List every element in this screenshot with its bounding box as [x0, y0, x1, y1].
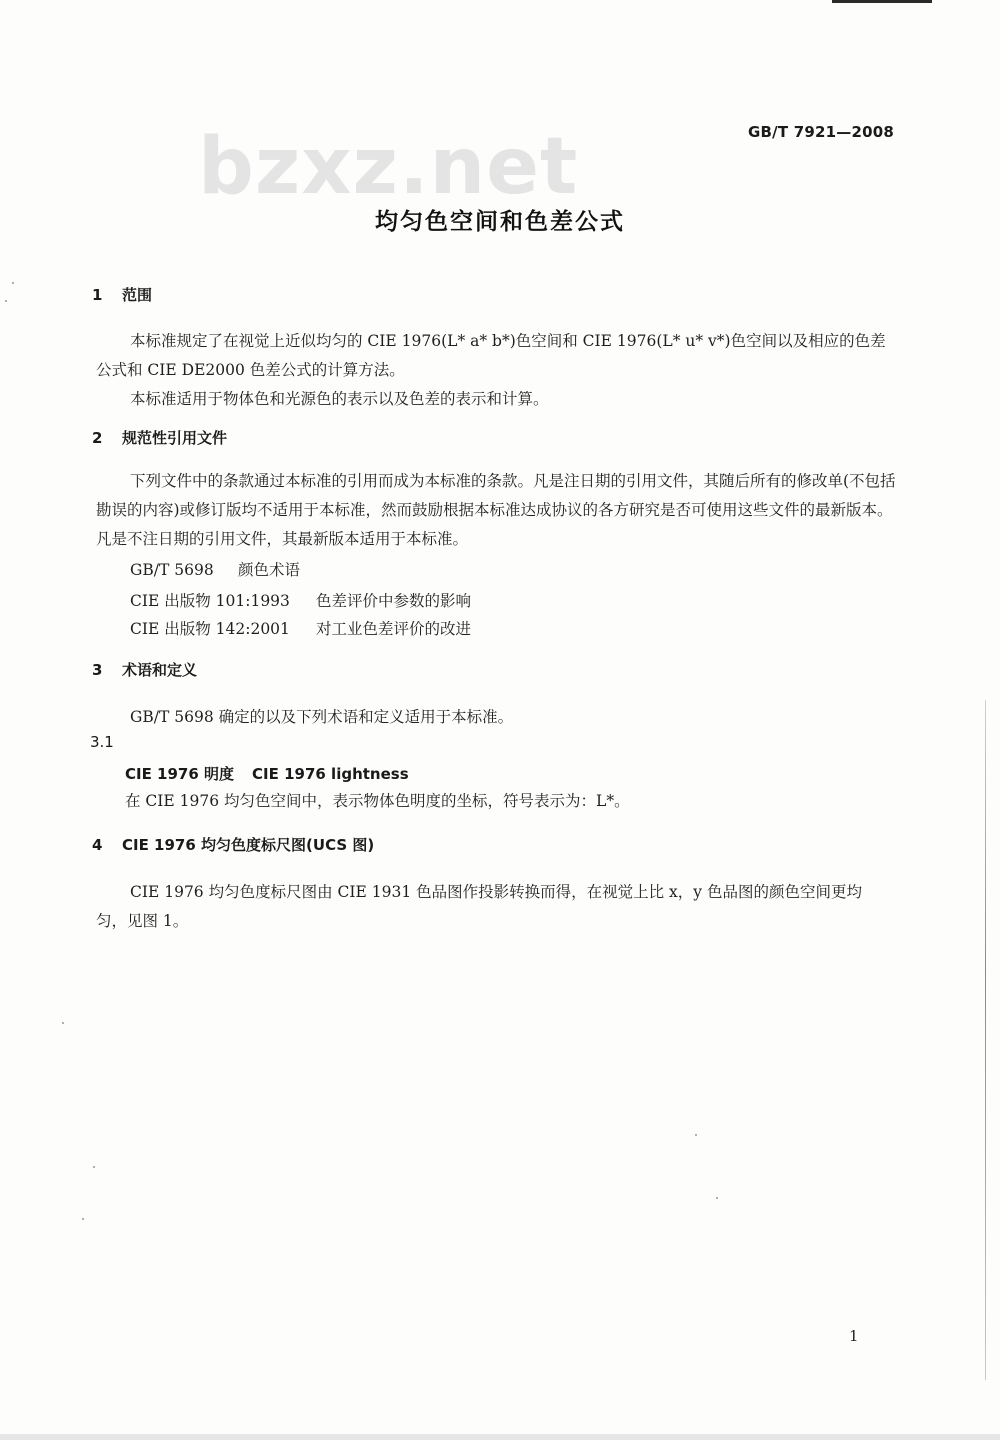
watermark: bzxz.net	[198, 122, 579, 212]
section-number: 4	[92, 836, 103, 854]
section-1-paragraph-1: 本标准规定了在视觉上近似均匀的 CIE 1976(L* a* b*)色空间和 CIE 1976(L* u* v*)色空间以及相应的色差公式和 CIE DE2000 色差公式的计算方法。	[96, 332, 886, 379]
section-2-heading	[92, 427, 227, 448]
section-1-paragraph-2: 本标准适用于物体色和光源色的表示以及色差的表示和计算。	[130, 390, 549, 408]
scan-speck	[82, 1218, 84, 1220]
scan-edge-shadow	[985, 700, 986, 1380]
standard-number: GB/T 7921—2008	[748, 123, 894, 141]
section-number: 2	[92, 429, 103, 447]
reference-code: CIE 出版物 101:1993	[130, 592, 290, 610]
scan-speck	[12, 282, 14, 284]
section-4-heading	[92, 834, 374, 855]
section-4-paragraph-1: CIE 1976 均匀色度标尺图由 CIE 1931 色品图作投影转换而得，在视觉上比 x，y 色品图的颜色空间更均匀，见图 1。	[96, 883, 862, 930]
reference-title: 色差评价中参数的影响	[316, 592, 472, 610]
scan-speck	[62, 1022, 64, 1024]
reference-title: 对工业色差评价的改进	[316, 620, 472, 638]
term-definition: 在 CIE 1976 均匀色空间中，表示物体色明度的坐标，符号表示为：L*。	[125, 792, 630, 810]
subsection-number: 3.1	[90, 733, 114, 751]
term-chinese: CIE 1976 明度	[125, 765, 235, 783]
section-2-paragraph-1: 下列文件中的条款通过本标准的引用而成为本标准的条款。凡是注日期的引用文件，其随后所有的修改单(不包括勘误的内容)或修订版均不适用于本标准，然而鼓励根据本标准达成协议的各方研究是否可使用这些文件的最新版本。凡是不注日期的引用文件，其最新版本适用于本标准。	[96, 472, 896, 548]
section-title: 规范性引用文件	[122, 429, 228, 447]
page-number: 1	[849, 1327, 859, 1345]
reference-item	[130, 558, 300, 580]
reference-item	[130, 589, 471, 611]
reference-code: CIE 出版物 142:2001	[130, 620, 290, 638]
section-title: 范围	[122, 286, 153, 304]
reference-code: GB/T 5698	[130, 561, 214, 579]
scan-speck	[93, 1166, 95, 1168]
reference-item	[130, 617, 471, 639]
section-1-heading	[92, 284, 152, 305]
scan-speck	[716, 1197, 718, 1199]
term-entry	[125, 763, 409, 784]
scan-bottom-edge	[0, 1434, 1000, 1440]
section-number: 3	[92, 661, 103, 679]
term-english: CIE 1976 lightness	[252, 765, 409, 783]
reference-title: 颜色术语	[238, 561, 301, 579]
document-title: 均匀色空间和色差公式	[375, 209, 625, 235]
section-title: 术语和定义	[122, 661, 198, 679]
scan-speck	[5, 300, 7, 302]
top-border-rule	[832, 0, 932, 3]
scan-speck	[695, 1134, 697, 1136]
section-3-paragraph-1: GB/T 5698 确定的以及下列术语和定义适用于本标准。	[130, 708, 514, 726]
section-title: CIE 1976 均匀色度标尺图(UCS 图)	[122, 836, 375, 854]
section-3-heading	[92, 659, 197, 680]
section-number: 1	[92, 286, 103, 304]
